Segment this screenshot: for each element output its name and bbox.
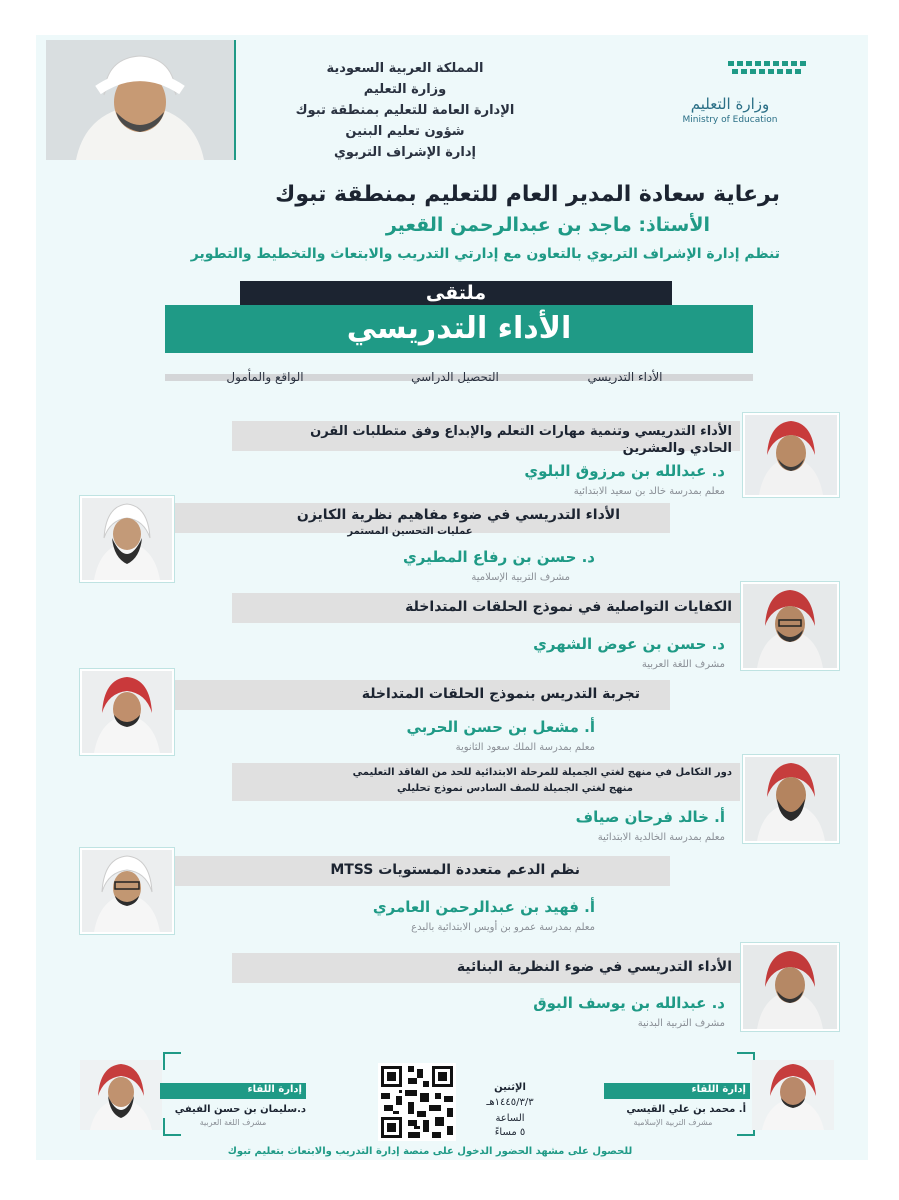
speaker-photo (743, 413, 839, 497)
patronage-line1: برعاية سعادة المدير العام للتعليم بمنطقة تبوك (275, 182, 780, 207)
speaker-name: د. عبدالله بن يوسف البوق (533, 994, 725, 1012)
speaker-photo (741, 582, 839, 670)
gov-line: إدارة الإشراف التربوي (333, 145, 477, 160)
speaker-photo (741, 943, 839, 1031)
ministry-logo-dots-icon (728, 55, 848, 79)
talk-title: الأداء التدريسي في ضوء مفاهيم نظرية الكايزن (296, 507, 620, 523)
speaker-name: أ. مشعل بن حسن الحربي (406, 718, 595, 736)
talk-title: نظم الدعم متعددة المستويات MTSS (330, 862, 580, 878)
qr-code[interactable] (378, 1063, 456, 1141)
talk-title: دور التكامل في منهج لغتي الجميلة للمرحلة الابتدائية للحد من الفاقد التعليمي (352, 767, 732, 778)
photo-accent-line (234, 40, 236, 160)
speaker-role: معلم بمدرسة عمرو بن أويس الابتدائية بالبدع (411, 922, 595, 933)
moderator-name: د.سليمان بن حسن الفيفي (174, 1104, 306, 1115)
speaker-photo (80, 496, 174, 582)
talk-title: الأداء التدريسي في ضوء النظرية البنائية (456, 959, 732, 975)
gov-line: شؤون تعليم البنين (345, 124, 465, 139)
speaker-name: أ. فهيد بن عبدالرحمن العامري (372, 898, 595, 916)
event-time: ٥ مساءً (494, 1127, 526, 1138)
speaker-name: أ. خالد فرحان صياف (575, 808, 725, 826)
gov-header (280, 58, 530, 163)
moderator-photo (80, 1060, 162, 1130)
event-date: ١٤٤٥/٣/٣هـ (486, 1097, 534, 1108)
speaker-role: معلم بمدرسة الخالدية الابتدائية (597, 832, 725, 843)
frame-corner (163, 1052, 181, 1070)
theme-item: التحصيل الدراسي (411, 370, 499, 384)
speaker-role: مشرف التربية الإسلامية (471, 572, 570, 583)
talk-title: الكفايات التواصلية في نموذج الحلقات المتداخلة (405, 599, 732, 615)
event-time-label: الساعة (495, 1113, 525, 1124)
speaker-name: د. حسن بن رفاع المطيري (403, 548, 595, 566)
gov-line: الإدارة العامة للتعليم بمنطقة تبوك (295, 103, 515, 118)
talk-subtitle: عمليات التحسين المستمر (347, 526, 473, 537)
patronage-line2: الأستاذ: ماجد بن عبدالرحمن القعير (385, 214, 710, 236)
attendance-note: للحصول على مشهد الحضور الدخول على منصة إدارة التدريب والابتعاث بتعليم تبوك (227, 1146, 633, 1157)
speaker-photo (80, 669, 174, 755)
speaker-name: د. عبدالله بن مرزوق البلوي (524, 462, 725, 480)
director-photo (46, 40, 234, 160)
ministry-logo-en: Ministry of Education (682, 115, 778, 125)
theme-item: الواقع والمأمول (226, 370, 304, 384)
speaker-photo (743, 755, 839, 843)
speaker-role: مشرف اللغة العربية (641, 659, 725, 670)
gov-line: وزارة التعليم (363, 82, 447, 97)
ministry-logo (640, 55, 810, 130)
moderator-role: مشرف اللغة العربية (199, 1118, 267, 1127)
theme-item: الأداء التدريسي (587, 370, 663, 384)
gov-line: المملكة العربية السعودية (326, 61, 484, 76)
speaker-role: معلم بمدرسة الملك سعود الثانوية (455, 742, 595, 753)
moderator-label: إدارة اللقاء (691, 1084, 746, 1095)
speaker-photo (80, 848, 174, 934)
moderator-photo (752, 1060, 834, 1130)
event-title: الأداء التدريسي (346, 311, 572, 346)
ministry-logo-ar: وزارة التعليم (690, 95, 770, 113)
moderator-role: مشرف التربية الإسلامية (633, 1118, 713, 1127)
event-label: ملتقى (425, 282, 487, 304)
speaker-role: معلم بمدرسة خالد بن سعيد الابتدائية (573, 486, 725, 497)
event-day: الإثنين (494, 1082, 526, 1093)
organizer-line: تنظم إدارة الإشراف التربوي بالتعاون مع إدارتي التدريب والابتعاث والتخطيط والتطوير (190, 246, 780, 262)
talk-subtitle: منهج لغتي الجميلة للصف السادس نموذج تحليلي (397, 783, 633, 794)
speaker-role: مشرف التربية البدنية (637, 1018, 725, 1029)
talk-title: الأداء التدريسي وتنمية مهارات التعلم والإبداع وفق متطلبات القرن الحادي والعشرين (310, 424, 732, 456)
moderator-name: أ. محمد بن علي القيسي (626, 1104, 746, 1115)
speaker-name: د. حسن بن عوض الشهري (533, 635, 725, 653)
moderator-label: إدارة اللقاء (247, 1084, 302, 1095)
talk-title: تجربة التدريس بنموذج الحلقات المتداخلة (361, 686, 640, 702)
